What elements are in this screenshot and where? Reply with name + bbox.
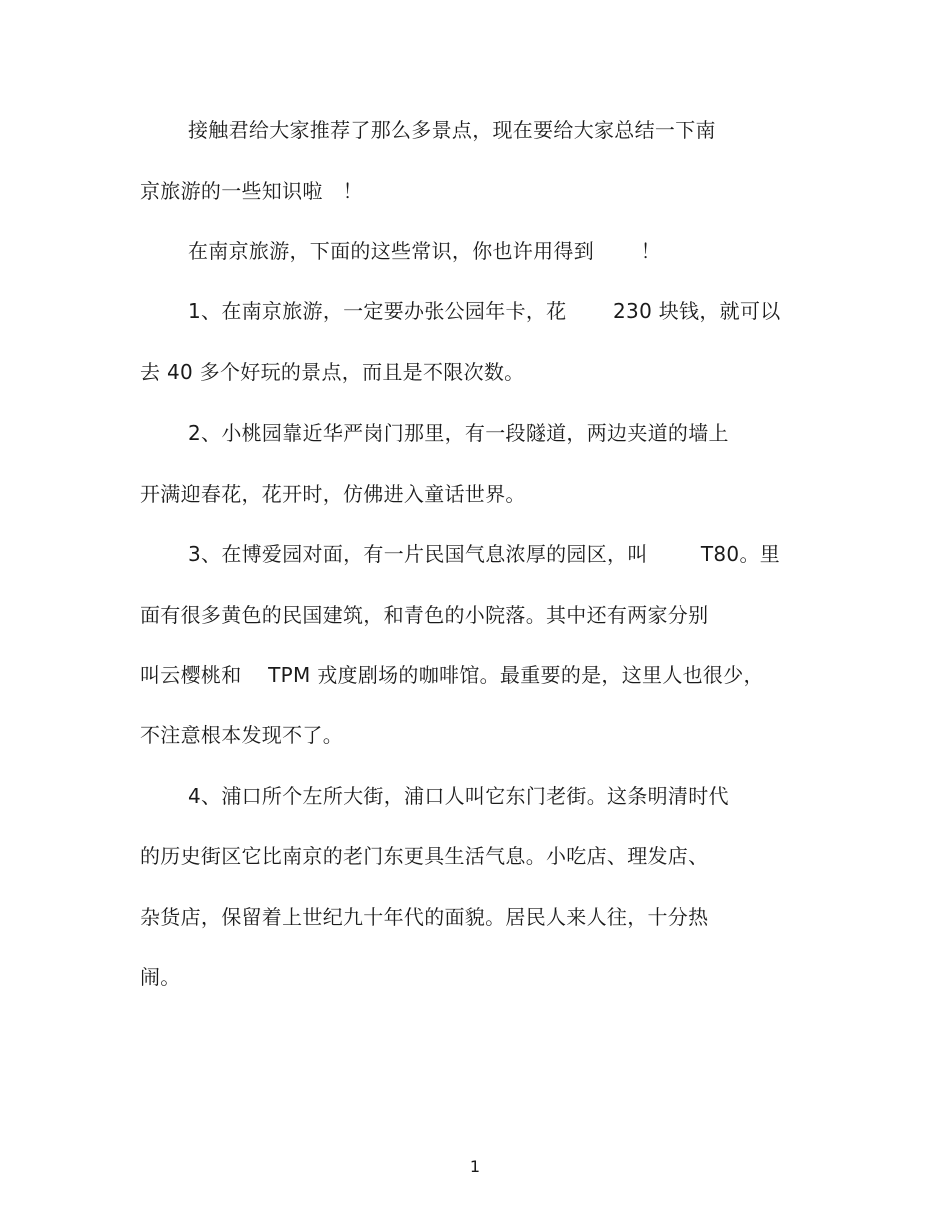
paragraph-line: 开满迎春花，花开时，仿佛进入童话世界。 (140, 482, 526, 506)
paragraph-line: 面有很多黄色的民国建筑，和青色的小院落。其中还有两家分别 (140, 603, 709, 627)
paragraph-line: 的历史街区它比南京的老门东更具生活气息。小吃店、理发店、 (140, 844, 709, 868)
paragraph-line: 杂货店，保留着上世纪九十年代的面貌。居民人来人往，十分热 (140, 905, 709, 929)
paragraph-line: 闹。 (140, 965, 181, 989)
paragraph-line: 去 40 多个好玩的景点，而且是不限次数。 (140, 360, 525, 384)
paragraph-line: 1、在南京旅游，一定要办张公园年卡，花 230 块钱，就可以 (188, 299, 781, 323)
paragraph-line: 京旅游的一些知识啦 ！ (140, 179, 363, 203)
paragraph-line: 3、在博爱园对面，有一片民国气息浓厚的园区，叫 T80。里 (188, 542, 781, 566)
paragraph-line: 4、浦口所个左所大街，浦口人叫它东门老街。这条明清时代 (188, 784, 729, 808)
paragraph-line: 在南京旅游，下面的这些常识，你也许用得到 ！ (188, 239, 661, 263)
paragraph-line: 叫云樱桃和 TPM 戎度剧场的咖啡馆。最重要的是，这里人也很少， (140, 663, 764, 687)
paragraph-line: 2、小桃园靠近华严岗门那里，有一段隧道，两边夹道的墙上 (188, 421, 729, 445)
paragraph-line: 接触君给大家推荐了那么多景点，现在要给大家总结一下南 (188, 118, 716, 142)
page-number: 1 (469, 1157, 481, 1176)
paragraph-line: 不注意根本发现不了。 (140, 723, 343, 747)
